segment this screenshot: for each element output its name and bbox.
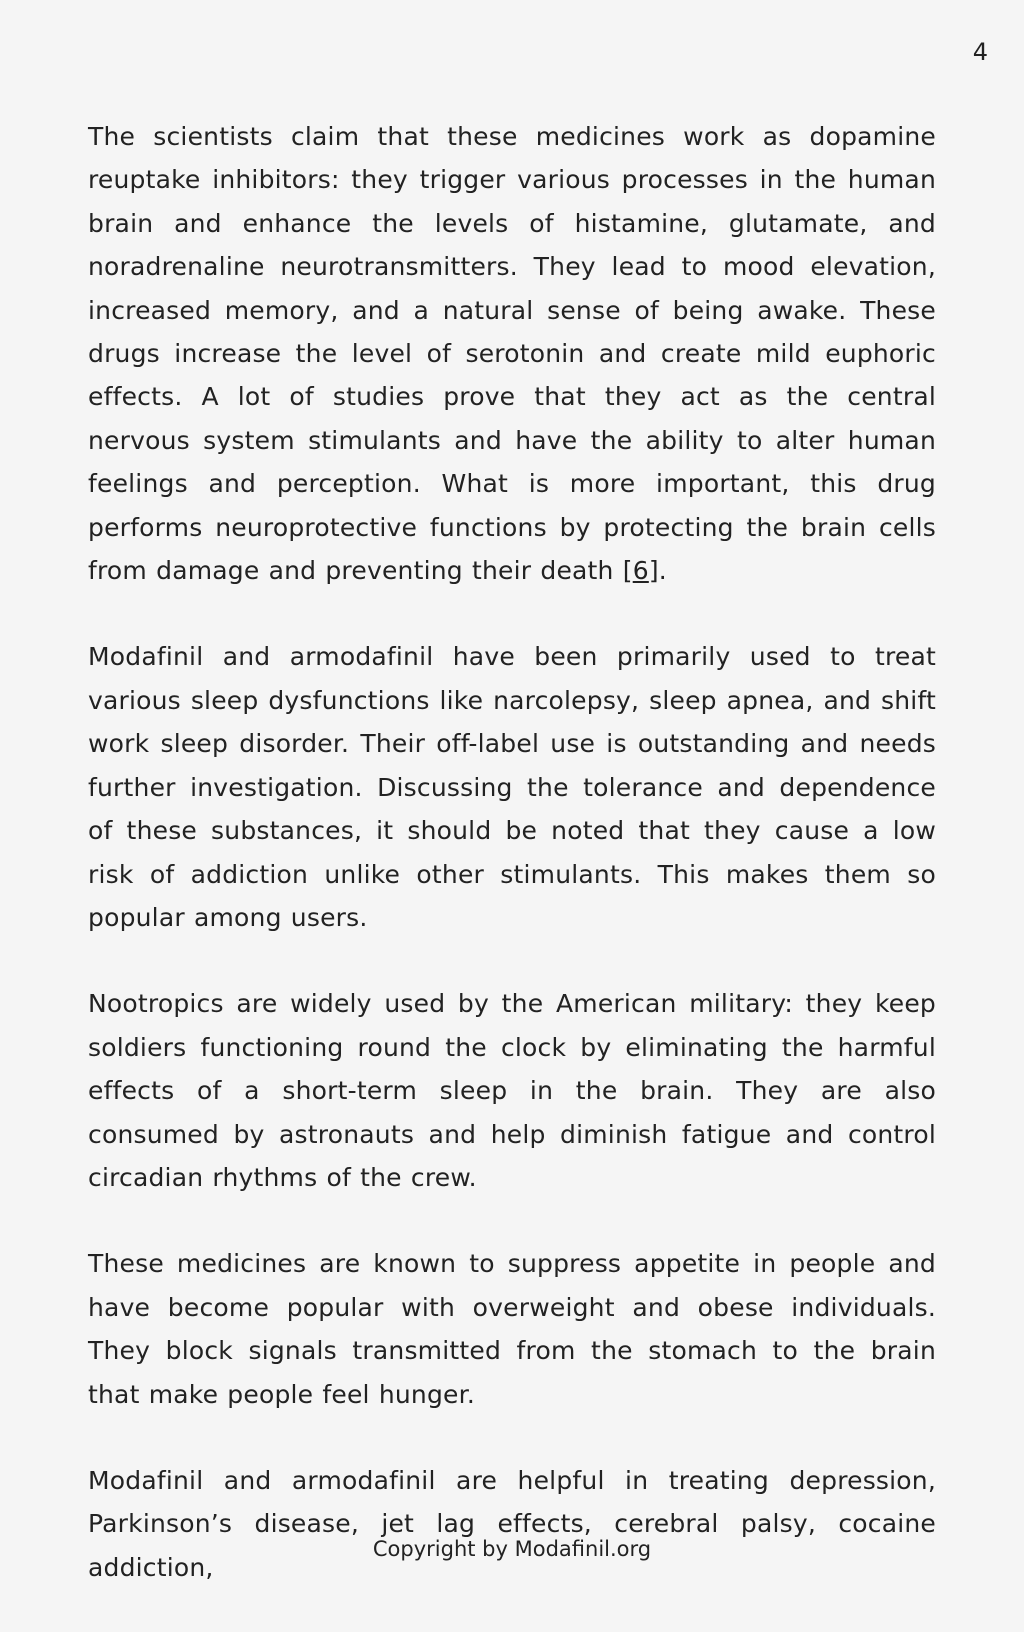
paragraph-text-end: ].: [648, 556, 667, 586]
paragraph-military-use: Nootropics are widely used by the American military: they keep soldiers functioning round the clock by eliminating the harmful effects of a short-term sleep in the brain. They are also consumed by astronauts and help diminish fatigue and control circadian rhythms of the crew.: [88, 989, 936, 1192]
paragraph-treatments: Modafinil and armodafinil are helpful in treating depression, Parkinson’s disease, jet lag effects, cerebral palsy, cocaine addiction,: [88, 1465, 936, 1582]
paragraph-text: The scientists claim that these medicines work as dopamine reuptake inhibitors: they trigger various processes in the human brain and enhance the levels of histamine, glutamate, and noradrenaline neurotransmitters. They lead to mood elevation, increased memory, and a natural sense of being awake. These drugs increase the level of serotonin and create mild euphoric effects. A lot of studies prove that they act as the central nervous system stimulants and have the ability to alter human feelings and perception. What is more important, this drug performs neuroprotective functions by protecting the brain cells from damage and preventing their death [: [88, 122, 936, 586]
paragraph-appetite: These medicines are known to suppress appetite in people and have become popular with overweight and obese individuals. They block signals transmitted from the stomach to the brain that make people feel hunger.: [88, 1249, 936, 1409]
reference-link[interactable]: 6: [632, 556, 649, 586]
paragraph-sleep-disorders: Modafinil and armodafinil have been primarily used to treat various sleep dysfunctions like narcolepsy, sleep apnea, and shift work sleep disorder. Their off-label use is outstanding and needs further investigation. Discussing the tolerance and dependence of these substances, it should be noted that they cause a low risk of addiction unlike other stimulants. This makes them so popular among users.: [88, 642, 936, 932]
page-number: 4: [972, 38, 988, 66]
footer-copyright: Copyright by Modafinil.org: [372, 1537, 652, 1561]
paragraph-mechanism: [88, 115, 936, 592]
document-body: [88, 115, 936, 1632]
